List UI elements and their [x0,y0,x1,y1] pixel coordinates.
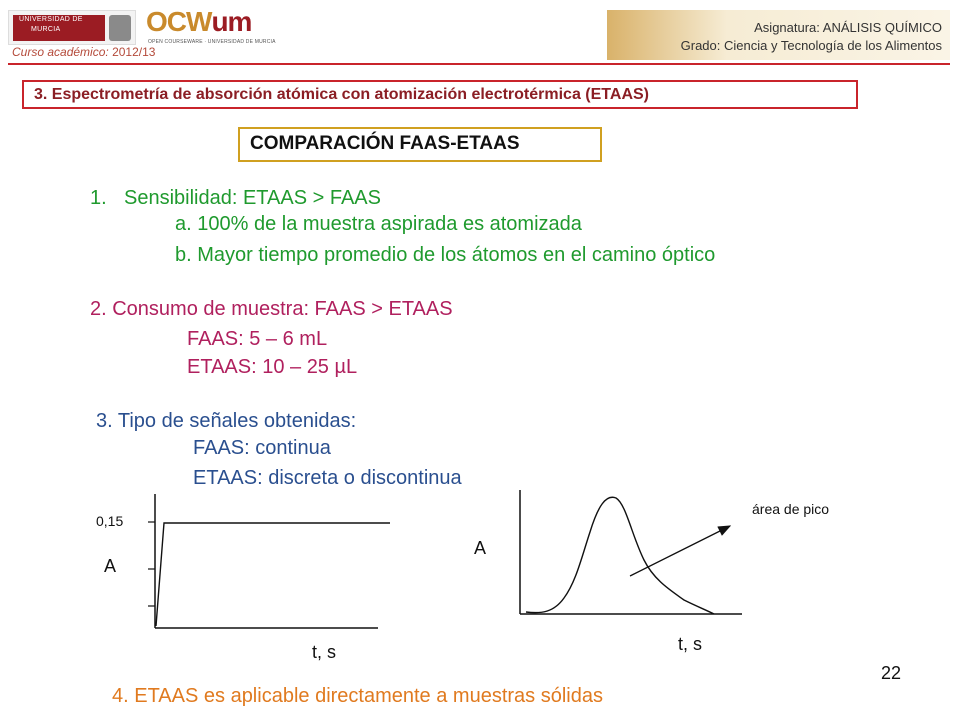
section-title: 3. Espectrometría de absorción atómica con atomización electrotérmica (ETAAS) [34,86,649,103]
university-logo-line1: UNIVERSIDAD DE [19,16,83,23]
um-logo-text: um [211,6,252,37]
peak-area-arrow [630,526,730,576]
peak-area-annotation: área de pico [752,501,830,517]
ocw-logo-subtitle: OPEN COURSEWARE · UNIVERSIDAD DE MURCIA [148,39,276,45]
ocw-logo-text: OCW [146,6,212,37]
academic-year [12,45,155,59]
academic-year-value: 2012/13 [112,45,156,59]
faas-signal-line [156,523,390,626]
header-divider [8,63,950,65]
etaas-signal-graph [470,486,870,664]
ocw-logo [146,6,276,46]
point1-number: 1. [90,187,107,209]
university-logo [8,10,136,45]
etaas-x-label: t, s [678,634,703,654]
point1-title: Sensibilidad: ETAAS > FAAS [124,187,381,209]
faas-x-label: t, s [312,642,337,662]
point3-title: 3. Tipo de señales obtenidas: [96,410,357,432]
faas-y-label: A [104,556,117,576]
crest-icon [109,15,131,41]
course-subject: Asignatura: ANÁLISIS QUÍMICO [754,20,942,35]
point4: 4. ETAAS es aplicable directamente a muestras sólidas [112,685,603,707]
point3-faas: FAAS: continua [193,437,331,459]
comparison-title: COMPARACIÓN FAAS-ETAAS [250,133,520,154]
course-degree: Grado: Ciencia y Tecnología de los Alimentos [680,38,942,53]
point2-etaas: ETAAS: 10 – 25 µL [187,356,358,378]
point2-title: 2. Consumo de muestra: FAAS > ETAAS [90,298,453,320]
point1-item-a: a. 100% de la muestra aspirada es atomizada [175,213,582,235]
point1-item-b: b. Mayor tiempo promedio de los átomos en el camino óptico [175,244,716,266]
academic-year-label: Curso académico: [12,45,109,59]
etaas-y-label: A [474,538,487,558]
faas-signal-graph [90,488,400,668]
ocw-logo-mark [146,6,251,38]
point2-faas: FAAS: 5 – 6 mL [187,328,328,350]
etaas-peak-curve [526,497,714,614]
faas-y-tick-label: 0,15 [96,513,124,529]
university-logo-line2: MURCIA [31,26,61,33]
page-number: 22 [881,663,902,683]
point3-etaas: ETAAS: discreta o discontinua [193,467,462,489]
